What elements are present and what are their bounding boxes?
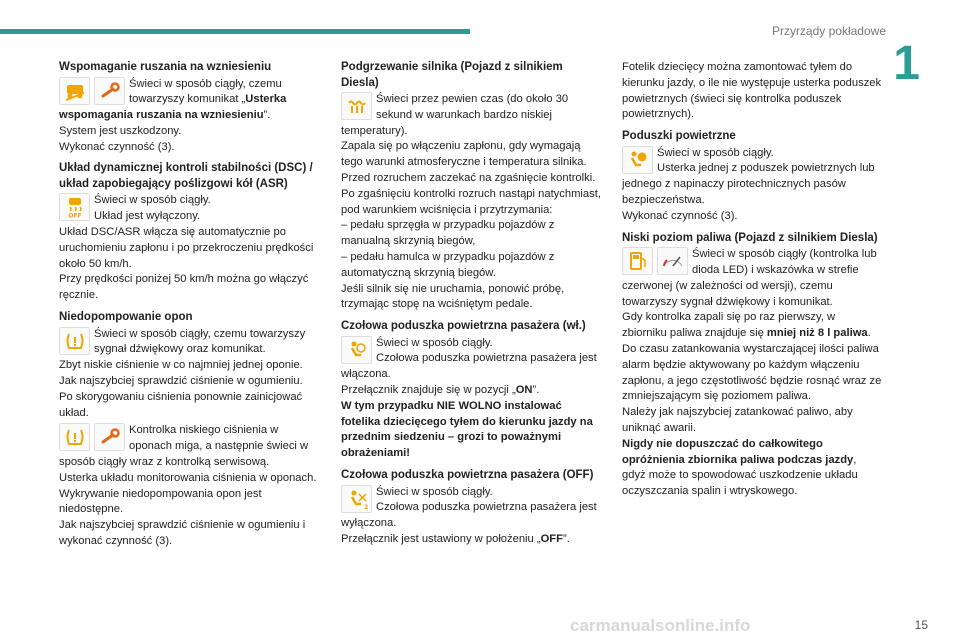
warning-text: W tym przypadku NIE WOLNO instalować fotelika dziecięcego tyłem do kierunku jazdy na przednim siedzeniu – grozi to poważnymi obrażeniami! [341, 399, 593, 460]
column-2 [341, 60, 601, 554]
text: Świeci w sposób ciągły. [94, 194, 211, 207]
tyre-pressure-icon [59, 327, 90, 355]
text: System jest uszkodzony. [59, 124, 182, 137]
section-title: Niedopompowanie opon [59, 311, 193, 324]
text: Nigdy nie dopuszczać do całkowitego opróżnienia zbiornika paliwa podczas jazdy, gdyż może to spowodować uszkodzenie układu oczyszczania spalin i wtryskowego. [622, 437, 858, 498]
text: Jeśli silnik się nie uruchamia, ponowić próbę, trzymając stopę na wciśniętym pedale. [341, 282, 565, 311]
glow-plug-icon [341, 92, 372, 120]
text: Usterka jednej z poduszek powietrznych lub jednego z napinaczy pirotechnicznych pasów bezpieczeństwa. [622, 162, 875, 207]
text: Po skorygowaniu ciśnienia ponownie zainicjować układ. [59, 390, 303, 419]
wrench-icon [94, 77, 125, 105]
section-dsc-asr [59, 161, 319, 304]
text: Świeci w sposób ciągły. [657, 146, 774, 159]
airbag-on-icon [341, 336, 372, 364]
hill-assist-icon [59, 77, 90, 105]
page-number: 15 [914, 618, 928, 632]
text: Jak najszybciej sprawdzić ciśnienie w ogumieniu. [59, 374, 303, 387]
text: Jak najszybciej sprawdzić ciśnienie w ogumieniu i wykonać czynność (3). [59, 519, 306, 547]
fuel-pump-icon [622, 247, 653, 275]
section-airbag-off [341, 468, 601, 548]
section-title: Wspomaganie ruszania na wzniesieniu [59, 61, 272, 73]
page-section-title: Przyrządy pokładowe [771, 24, 886, 38]
fuel-gauge-icon [657, 247, 688, 275]
text: Świeci w sposób ciągły, czemu towarzyszy komunikat „Usterka wspomagania ruszania na wzniesieniu”. [59, 77, 287, 122]
svg-text:OFF: OFF [67, 212, 82, 219]
text: Zbyt niskie ciśnienie w co najmniej jednej oponie. [59, 359, 303, 372]
watermark: carmanualsonline.info [570, 616, 751, 635]
column-1 [59, 60, 319, 556]
header-accent-bar [0, 29, 470, 34]
text: Przed rozruchem zaczekać na zgaśnięcie kontrolki. [341, 171, 596, 184]
column-3 [622, 60, 882, 506]
text: Układ DSC/ASR włącza się automatycznie po uruchomieniu zapłonu i po przekroczeniu prędkości około 50 km/h. [59, 226, 314, 270]
section-title: Niski poziom paliwa (Pojazd z silnikiem Diesla) [622, 231, 878, 244]
section-low-fuel [622, 231, 882, 500]
intro-text: Fotelik dziecięcy można zamontować tyłem do kierunku jazdy, o ile nie występuje usterka poduszek powietrznych (świeci się kontrolka poduszek powietrznych). [622, 61, 882, 121]
chapter-number: 1 [893, 37, 920, 90]
text: Przełącznik jest ustawiony w położeniu „OFF”. [341, 532, 570, 545]
section-title: Czołowa poduszka powietrzna pasażera (OFF) [341, 469, 594, 482]
text: Wykonać czynność (3). [59, 140, 175, 153]
section-title: Podgrzewanie silnika (Pojazd z silnikiem Diesla) [341, 61, 563, 89]
text: Przełącznik znajduje się w pozycji „ON”. [341, 384, 540, 397]
text: Gdy kontrolka zapali się po raz pierwszy, w zbiorniku paliwa znajduje się mniej niż 8 l paliwa. [622, 311, 871, 340]
section-glow-plugs [341, 60, 601, 313]
text: – pedału sprzęgła w przypadku pojazdów z manualną skrzynią biegów, [341, 219, 555, 248]
text: Układ jest wyłączony. [94, 210, 201, 223]
section-tyre-pressure [59, 310, 319, 550]
text: Należy jak najszybciej zatankować paliwo, aby uniknąć awarii. [622, 406, 853, 434]
text: Świeci w sposób ciągły, czemu towarzyszy sygnał dźwiękowy oraz komunikat. [94, 327, 306, 356]
section-airbag-on [341, 319, 601, 462]
text: Przy prędkości poniżej 50 km/h można go włączyć ręcznie. [59, 273, 309, 302]
dsc-off-icon [59, 193, 90, 221]
section-title: Czołowa poduszka powietrzna pasażera (wł.) [341, 320, 586, 333]
text: Czołowa poduszka powietrzna pasażera jest włączona. [341, 352, 597, 381]
section-title: Układ dynamicznej kontroli stabilności (DSC) / układ zapobiegający poślizgowi kół (ASR) [59, 162, 313, 190]
text: Do czasu zatankowania wystarczającej ilości paliwa alarm będzie aktywowany po każdym włączeniu zapłonu, a jego częstotliwość będzie rosnąć wraz ze zmniejszającym się poziomem paliwa. [622, 342, 882, 403]
tyre-pressure-icon [59, 423, 90, 451]
text: Kontrolka niskiego ciśnienia w oponach miga, a następnie świeci w sposób ciągły wraz z kontrolką serwisową. [59, 424, 309, 468]
text: Świeci w sposób ciągły. [376, 485, 493, 498]
section-hill-assist [59, 60, 319, 155]
text: Świeci w sposób ciągły (kontrolka lub dioda LED) i wskazówka w strefie czerwonej (w zależności od wersji), czemu towarzyszy sygnał dźwiękowy i komunikat. [622, 248, 877, 308]
text: Wykrywanie niedopompowania opon jest niedostępne. [59, 487, 262, 516]
wrench-icon [94, 423, 125, 451]
section-airbags [622, 129, 882, 224]
text: Wykonać czynność (3). [622, 209, 738, 222]
section-title: Poduszki powietrzne [622, 130, 736, 143]
text: Usterka układu monitorowania ciśnienia w oponach. [59, 471, 317, 484]
text: Zapala się po włączeniu zapłonu, gdy wymagają tego warunki atmosferyczne i temperatura silnika. [341, 140, 587, 169]
text: – pedału hamulca w przypadku pojazdów z automatyczną skrzynią biegów. [341, 250, 555, 279]
airbag-icon [622, 146, 653, 174]
text: Po zgaśnięciu kontrolki rozruch nastąpi natychmiast, pod warunkiem wciśnięcia i przytrzymania: [341, 187, 601, 216]
text: Świeci w sposób ciągły. [376, 336, 493, 349]
airbag-off-icon [341, 485, 372, 513]
svg-text:2: 2 [363, 503, 368, 510]
text: Czołowa poduszka powietrzna pasażera jest wyłączona. [341, 501, 597, 530]
text: Świeci przez pewien czas (do około 30 sekund w warunkach bardzo niskiej temperatury). [341, 93, 569, 137]
